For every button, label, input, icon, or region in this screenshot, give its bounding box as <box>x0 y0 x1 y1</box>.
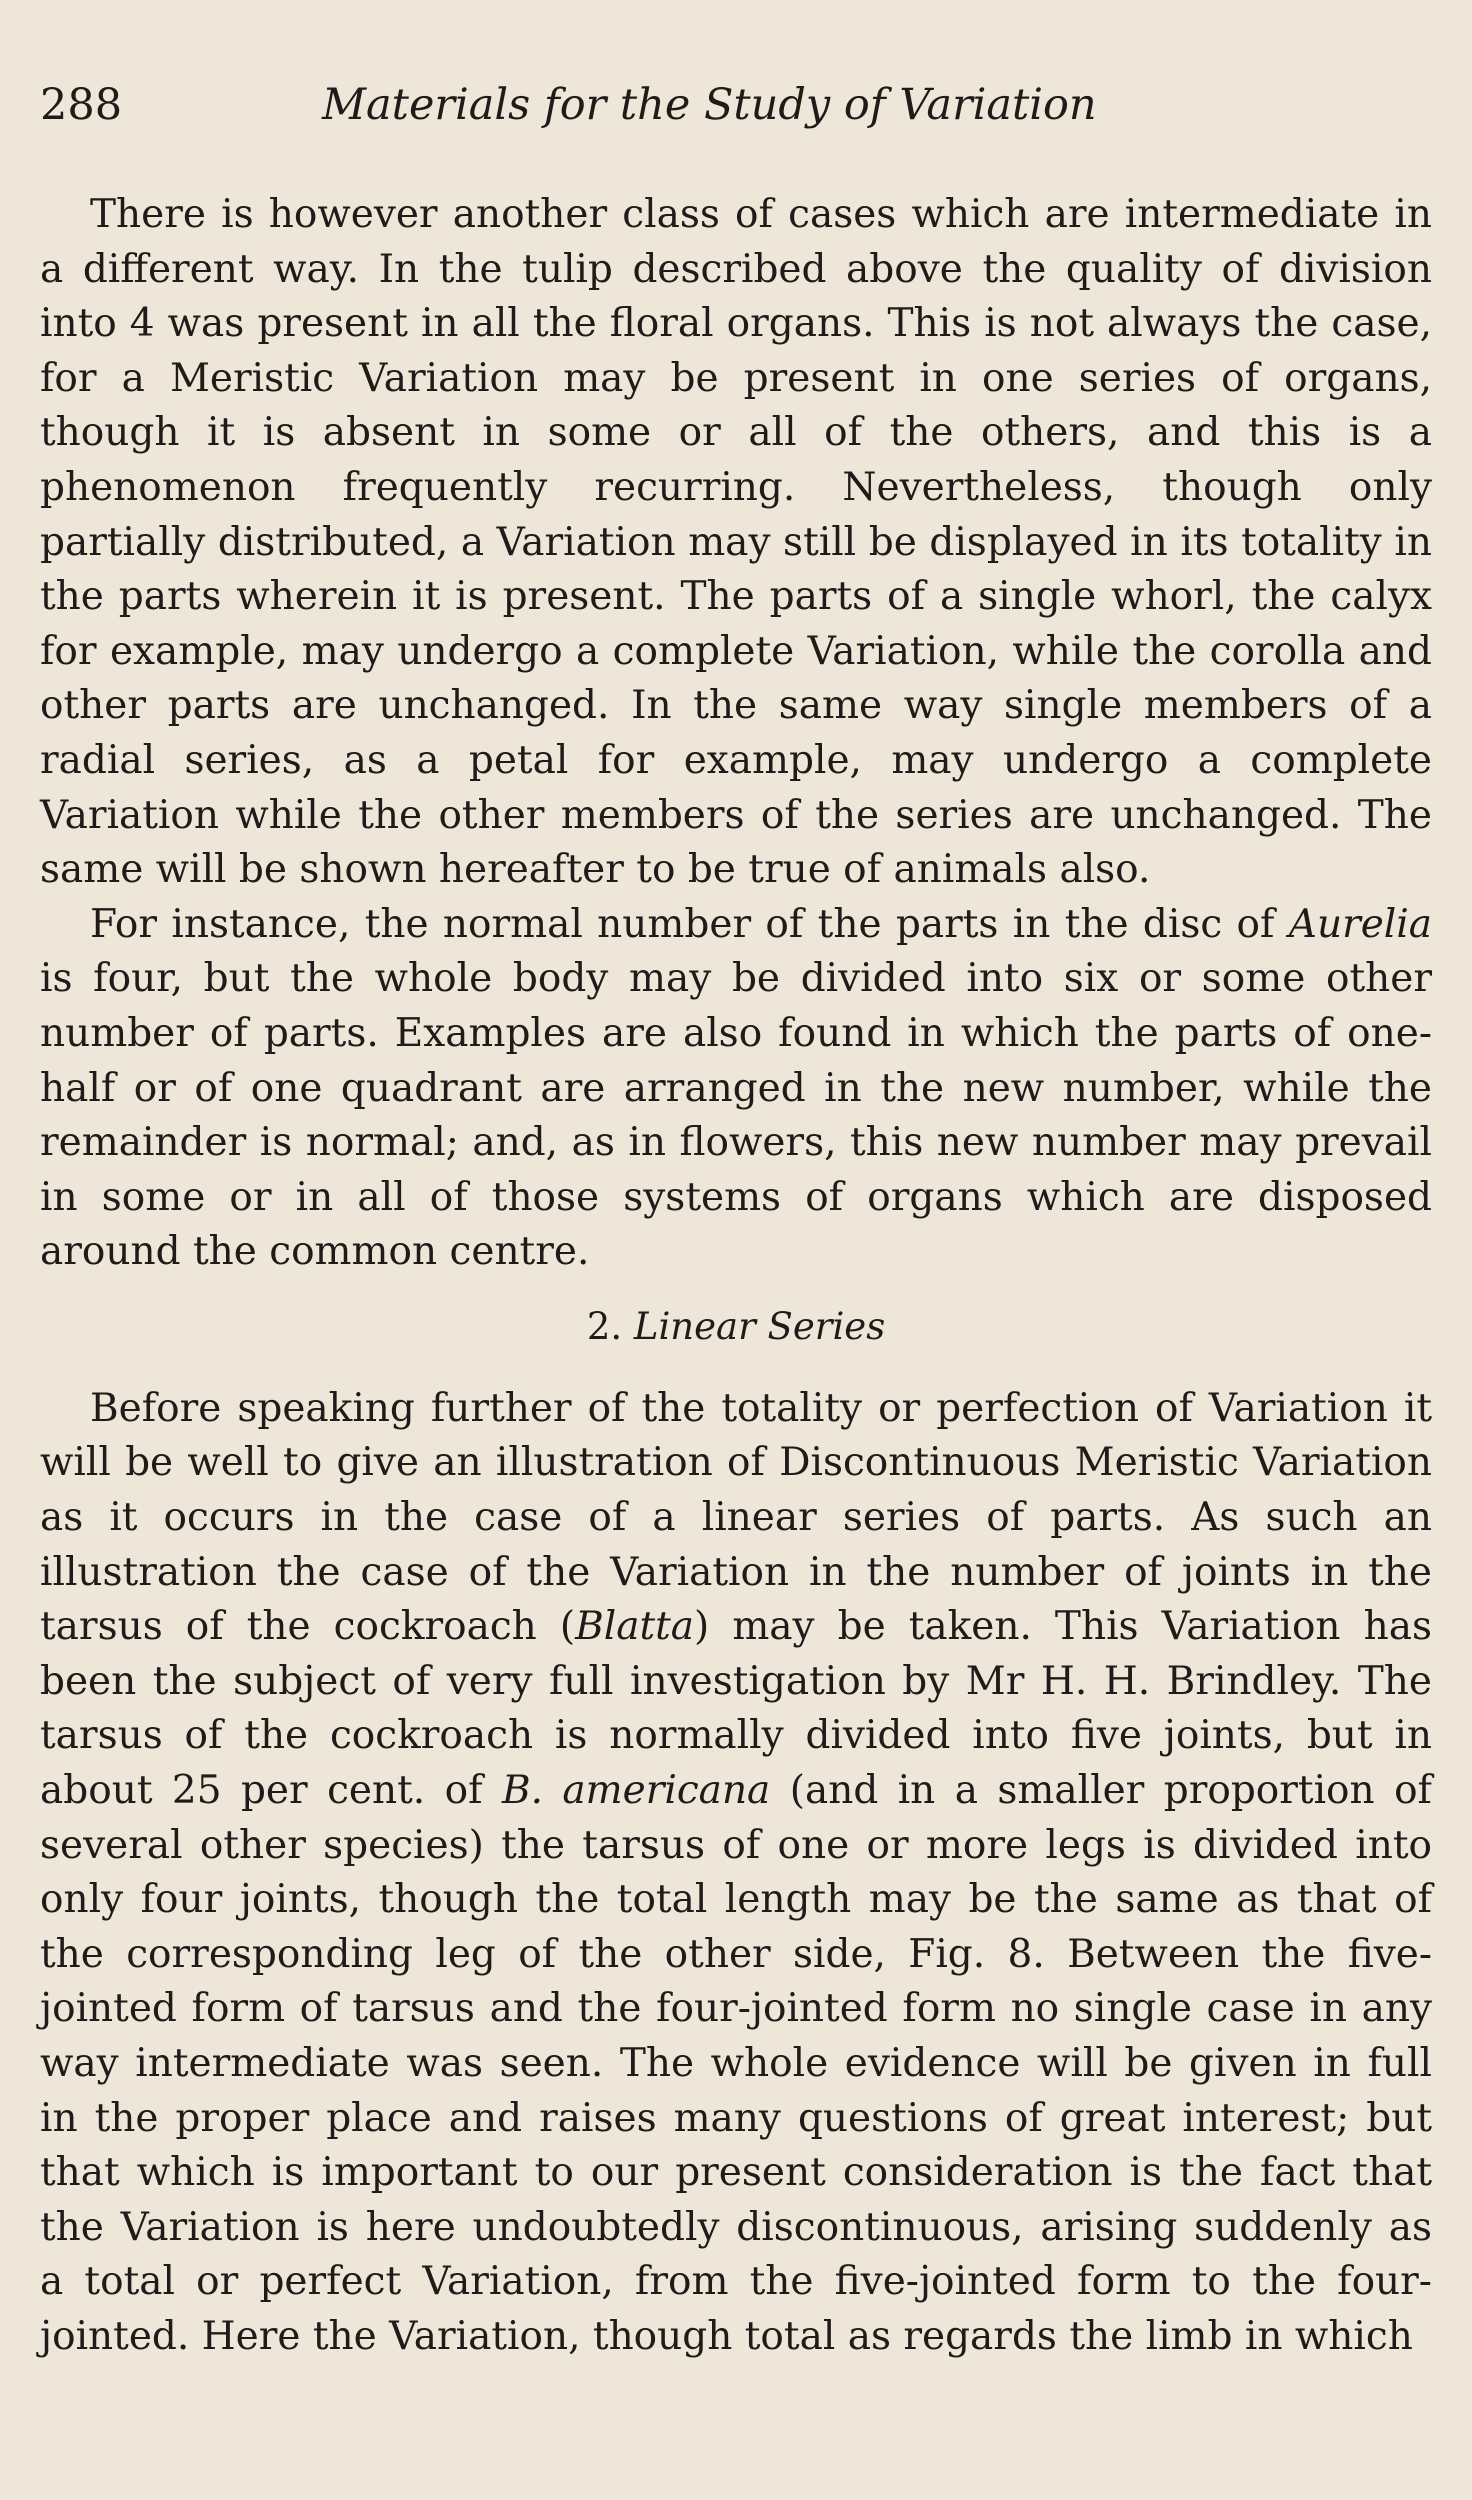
paragraph-2-text-b: is four, but the whole body may be divided into six or some other number of parts. Examples are also found in which the parts of one-half or of one quadrant are arranged in the new number, while the remainder is normal; and, as in flowers, this new number may prevail in some or in all of those systems of organs which are disposed around the common centre. <box>40 956 1432 1275</box>
body-text <box>40 188 1432 2365</box>
paragraph-3-text-c: (and in a smaller proportion of several other species) the tarsus of one or more legs is divided into only four joints, though the total length may be the same as that of the corresponding leg of the other side, Fig. 8. Between the five-jointed form of tarsus and the four-jointed form no single case in any way intermediate was seen. The whole evidence will be given in full in the proper place and raises many questions of great interest; but that which is important to our present consideration is the fact that the Variation is here undoubtedly discontinuous, arising suddenly as a total or perfect Variation, from the five-jointed form to the four-jointed. Here the Variation, though total as regards the limb in which <box>40 1768 1432 2359</box>
genus-blatta: Blatta <box>575 1604 695 1650</box>
paragraph-2 <box>40 898 1432 1280</box>
paragraph-2-text-a: For instance, the normal number of the parts in the disc of <box>90 901 1289 947</box>
section-heading <box>40 1300 1432 1354</box>
section-title: Linear Series <box>633 1304 886 1348</box>
running-title: Materials for the Study of Variation <box>322 80 1097 130</box>
paragraph-3-text-b: ) may be taken. This Variation has been the subject of very full investigation by Mr H. H. Brindley. The tarsus of the cockroach is normally divided into five joints, but in about 25 per cent. of <box>40 1604 1432 1814</box>
genus-aurelia: Aurelia <box>1288 901 1432 947</box>
paragraph-1: There is however another class of cases which are intermediate in a different way. In the tulip described above the quality of division into 4 was present in all the floral organs. This is not always the case, for a Meristic Variation may be present in one series of organs, though it is absent in some or all of the others, and this is a phenomenon frequently recurring. Nevertheless, though only partially distributed, a Variation may still be displayed in its totality in the parts wherein it is present. The parts of a single whorl, the calyx for example, may undergo a complete Variation, while the corolla and other parts are unchanged. In the same way single members of a radial series, as a petal for example, may undergo a complete Variation while the other members of the series are unchanged. The same will be shown hereafter to be true of animals also. <box>40 192 1432 893</box>
page-number: 288 <box>40 80 123 130</box>
species-americana: B. americana <box>501 1768 771 1814</box>
paragraph-3-text-a: Before speaking further of the totality or perfection of Variation it will be well to give an illustration of Discontinuous Meristic Variation as it occurs in the case of a linear series of parts. As such an illustration the case of the Variation in the number of joints in the tarsus of the cockroach ( <box>40 1385 1432 1650</box>
running-head <box>40 74 1432 136</box>
paragraph-3 <box>40 1382 1432 2365</box>
section-number: 2. <box>586 1304 623 1348</box>
